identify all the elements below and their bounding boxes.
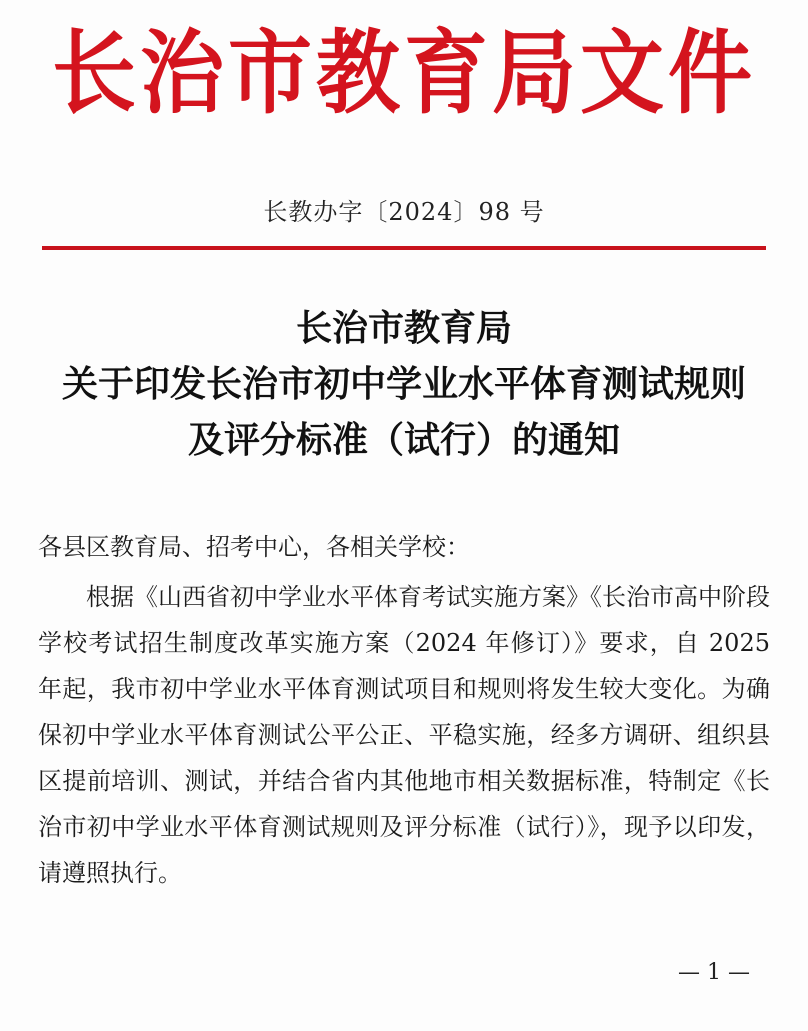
masthead: 长治市教育局文件 — [51, 20, 756, 126]
document-number: 长教办字〔2024〕98 号 — [263, 198, 545, 226]
page-number: — 1 — — [678, 960, 750, 985]
salutation: 各县区教育局、招考中心，各相关学校： — [38, 533, 470, 561]
title-line-1: 长治市教育局 — [295, 307, 512, 349]
title-line-3: 及评分标准（试行）的通知 — [187, 419, 620, 461]
body-paragraph: 根据《山西省初中学业水平体育考试实施方案》《长治市高中阶段学校考试招生制度改革实施方案（2024 年修订）》要求，自 2025 年起，我市初中学业水平体育测试项目和规则将发生较大变化。为确保初中学业水平体育测试公平公正、平稳实施，经多方调研、组织县区提前培训、测试，并结合省内其他地市相关数据标准，特制定《长治市初中学业水平体育测试规则及评分标准（试行）》，现予以印发，请遵照执行。 — [38, 583, 770, 887]
notice-body — [38, 524, 770, 896]
red-divider-rule — [42, 246, 766, 250]
notice-title — [0, 300, 808, 468]
title-line-2: 关于印发长治市初中学业水平体育测试规则 — [61, 363, 746, 405]
